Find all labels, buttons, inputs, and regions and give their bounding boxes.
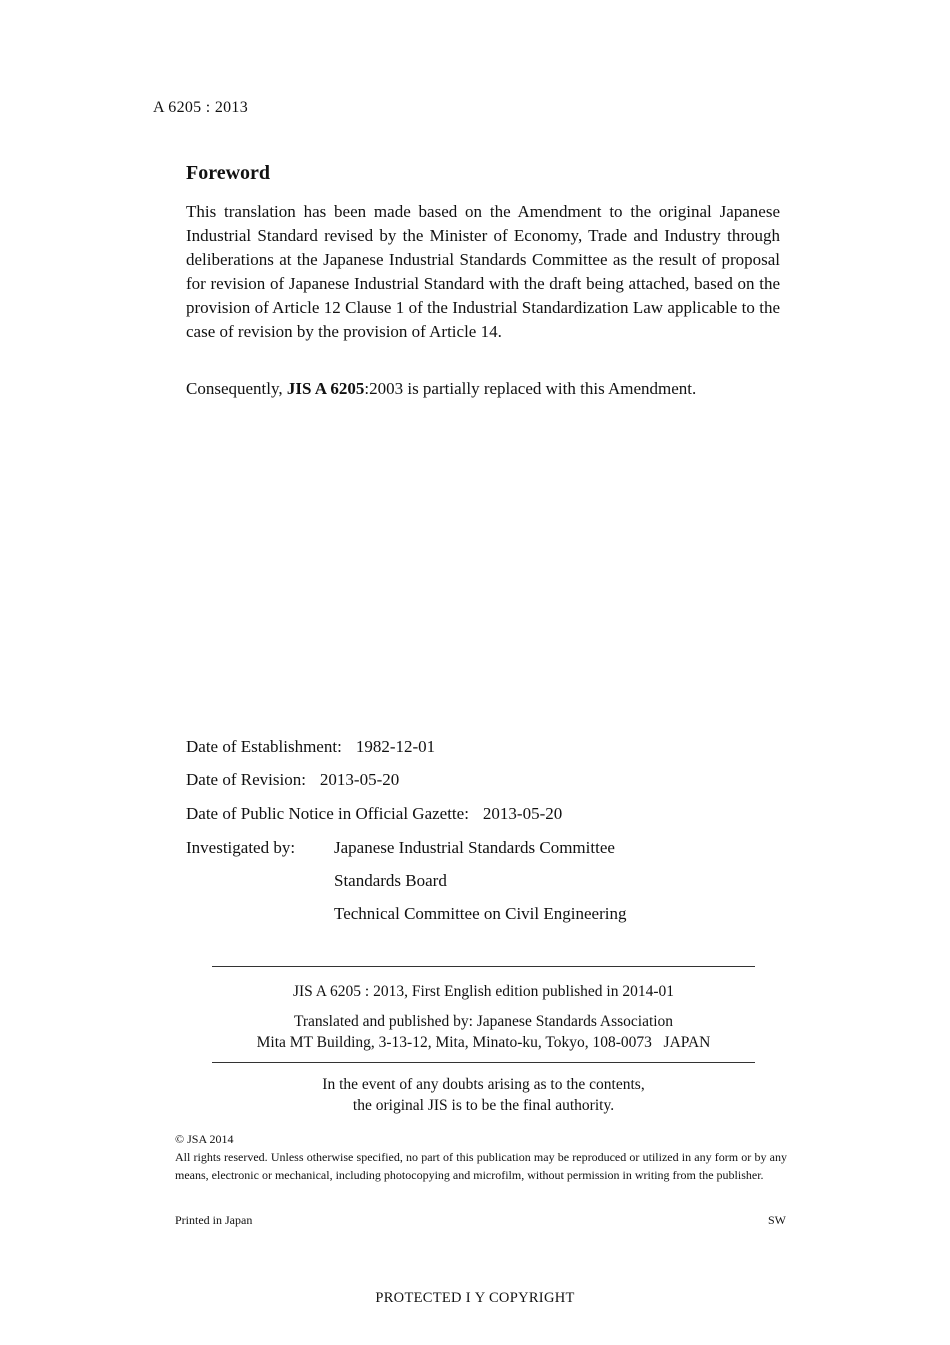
edition-line: JIS A 6205 : 2013, First English edition published in 2014-01 [292,983,675,1000]
establishment-row [186,735,435,759]
publisher-line: Translated and published by: Japanese Standards Association [293,1013,674,1030]
copyright-line: © JSA 2014 [175,1132,234,1146]
copyright-watermark: PROTECTED І Y COPYRIGHT [375,1290,575,1306]
divider-bottom [212,1062,755,1063]
code-mark: SW [768,1213,786,1227]
gazette-label: Date of Public Notice in Official Gazette: [186,804,469,823]
foreword-paragraph-1: This translation has been made based on the Amendment to the original Japanese Industrial Standard revised by the Minister of Economy, Trade and Industry through deliberations at the Japanese Industrial Standards Committee as the result of proposal for revision of Japanese Industrial Standard with the draft being attached, based on the provision of Article 12 Clause 1 of the Industrial Standardization Law applicable to the case of revision by the provision of Article 14. [186,202,780,341]
address-line: Mita MT Building, 3-13-12, Mita, Minato-ku, Tokyo, 108-0073 JAPAN [256,1034,711,1051]
investigated-line-3: Technical Committee on Civil Engineering [334,904,627,923]
gazette-row [186,802,562,826]
standard-code-bold: JIS A 6205 [286,379,365,398]
investigated-line-2: Standards Board [334,871,447,890]
foreword-heading: Foreword [186,162,271,184]
standard-reference: A 6205 : 2013 [153,99,249,116]
printed-in: Printed in Japan [175,1213,253,1227]
paragraph2-before: Consequently, [186,379,287,398]
investigated-label: Investigated by: [186,838,296,857]
gazette-value: 2013-05-20 [482,804,563,823]
establishment-label: Date of Establishment: [186,737,342,756]
doubt-line-1: In the event of any doubts arising as to the contents, [322,1076,645,1093]
revision-label: Date of Revision: [186,770,306,789]
foreword-paragraph-2 [186,377,780,401]
investigated-line-1: Japanese Industrial Standards Committee [334,838,615,857]
divider-top [212,966,755,967]
establishment-value: 1982-12-01 [355,737,436,756]
doubt-line-2: the original JIS is to be the final authority. [352,1097,615,1114]
rights-notice: All rights reserved. Unless otherwise specified, no part of this publication may be reproduced or utilized in any form or by any means, electronic or mechanical, including photocopying and microfilm, without permission in writing from the publisher. [175,1150,787,1182]
paragraph2-after: :2003 is partially replaced with this Amendment. [364,379,697,398]
revision-value: 2013-05-20 [319,770,400,789]
revision-row [186,768,399,792]
